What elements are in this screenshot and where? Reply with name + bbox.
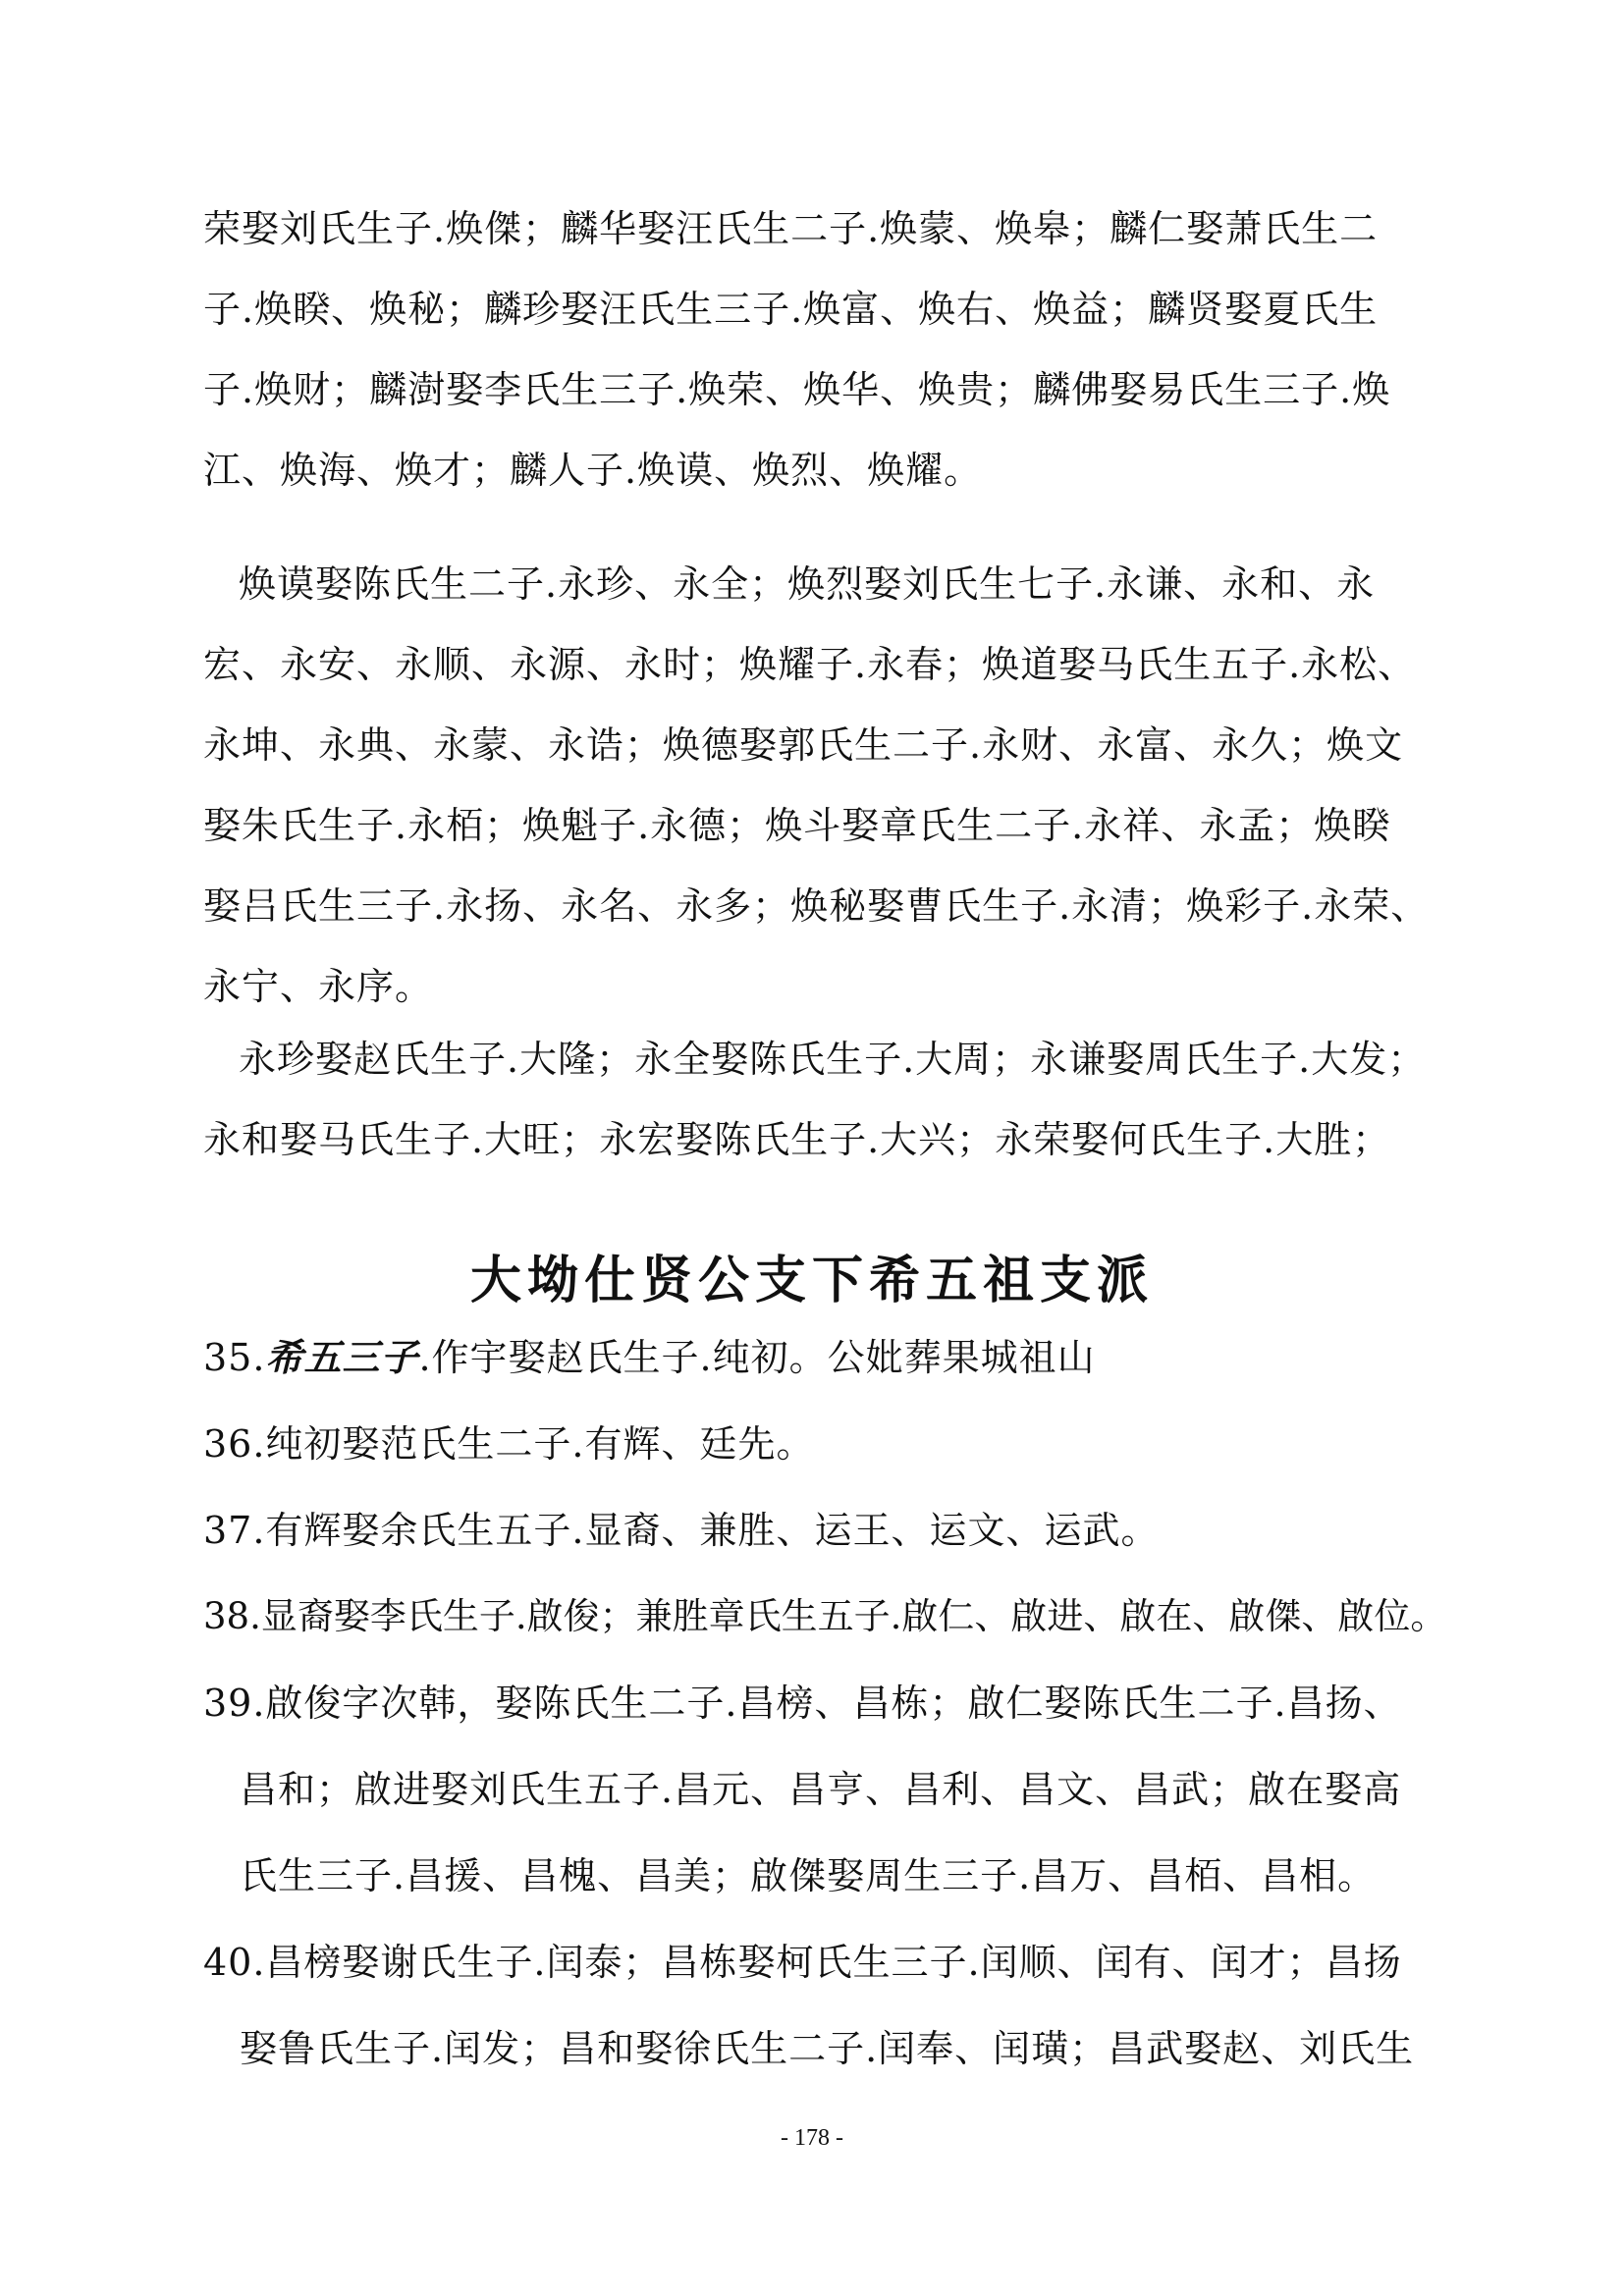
text-line: 永宁、永序。 (203, 965, 434, 1008)
text-line: 江、焕海、焕才；麟人子.焕谟、焕烈、焕耀。 (203, 449, 983, 492)
generation-39-continued: 昌和；啟进娶刘氏生五子.昌元、昌亨、昌利、昌文、昌武；啟在娶高 (240, 1768, 1402, 1811)
generation-37: 37.有辉娶余氏生五子.显裔、兼胜、运王、运文、运武。 (203, 1509, 1160, 1552)
text-line: 娶朱氏生子.永栢；焕魁子.永德；焕斗娶章氏生二子.永祥、永孟；焕睽 (203, 804, 1391, 847)
generation-text: .作宇娶赵氏生子.纯初。公妣葬果城祖山 (418, 1336, 1096, 1379)
text-line: 子.焕睽、焕秘；麟珍娶汪氏生三子.焕富、焕右、焕益；麟贤娶夏氏生 (203, 288, 1379, 331)
ancestor-name: 希五三子 (265, 1335, 419, 1379)
page-number: - 178 - (781, 2125, 843, 2151)
text-line: 永和娶马氏生子.大旺；永宏娶陈氏生子.大兴；永荣娶何氏生子.大胜； (203, 1118, 1391, 1161)
text-line: 子.焕财；麟澍娶李氏生三子.焕荣、焕华、焕贵；麟佛娶易氏生三子.焕 (203, 368, 1391, 411)
text-line: 娶吕氏生三子.永扬、永名、永多；焕秘娶曹氏生子.永清；焕彩子.永荣、 (203, 884, 1430, 928)
generation-36: 36.纯初娶范氏生二子.有辉、廷先。 (203, 1422, 815, 1466)
generation-39: 39.啟俊字次韩，娶陈氏生二子.昌榜、昌栋；啟仁娶陈氏生二子.昌扬、 (203, 1682, 1402, 1725)
generation-35 (203, 1335, 1096, 1380)
generation-39-continued: 氏生三子.昌援、昌槐、昌美；啟傑娶周生三子.昌万、昌栢、昌相。 (240, 1854, 1377, 1897)
text-line: 永坤、永典、永蒙、永诰；焕德娶郭氏生二子.永财、永富、永久；焕文 (203, 723, 1404, 767)
text-line: 宏、永安、永顺、永源、永时；焕耀子.永春；焕道娶马氏生五子.永松、 (203, 643, 1417, 686)
text-line: 荣娶刘氏生子.焕傑；麟华娶汪氏生二子.焕蒙、焕皋；麟仁娶萧氏生二 (203, 207, 1379, 250)
section-heading: 大坳仕贤公支下希五祖支派 (469, 1251, 1154, 1310)
text-line: 永珍娶赵氏生子.大隆；永全娶陈氏生子.大周；永谦娶周氏生子.大发； (239, 1038, 1427, 1081)
generation-number: 35. (203, 1336, 266, 1379)
text-line: 焕谟娶陈氏生二子.永珍、永全；焕烈娶刘氏生七子.永谦、永和、永 (239, 562, 1376, 606)
generation-40: 40.昌榜娶谢氏生子.闰泰；昌栋娶柯氏生三子.闰顺、闰有、闰才；昌扬 (203, 1941, 1402, 1984)
generation-38: 38.显裔娶李氏生子.啟俊；兼胜章氏生五子.啟仁、啟进、啟在、啟傑、啟位。 (203, 1595, 1447, 1637)
generation-40-continued: 娶鲁氏生子.闰发；昌和娶徐氏生二子.闰奉、闰璜；昌武娶赵、刘氏生 (240, 2027, 1415, 2070)
